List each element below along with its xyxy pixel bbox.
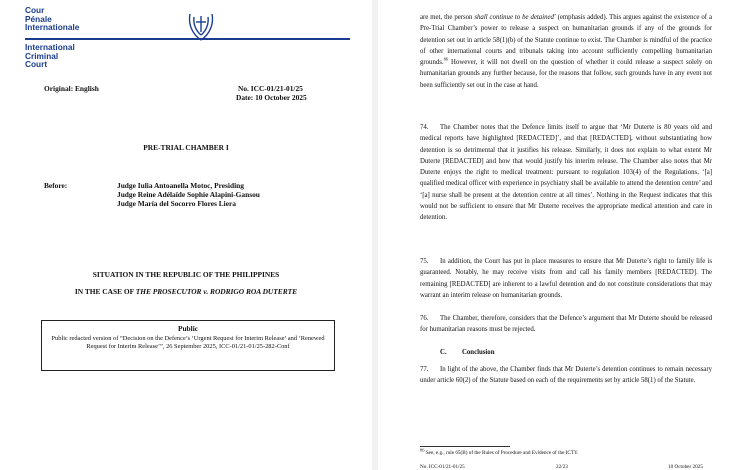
before-label: Before: (44, 181, 68, 190)
logo-en-line-3: Court (25, 59, 48, 70)
footnote-number: 86 (420, 447, 425, 453)
paragraph-75-number: 75. (420, 258, 429, 265)
logo-fr-line-1: Cour (25, 5, 45, 15)
section-number: C. (440, 349, 447, 356)
cover-page (0, 0, 372, 470)
section-title: Conclusion (462, 349, 495, 356)
paragraph-74-text: The Chamber notes that the Defence limits itself to argue that ‘Mr Duterte is 80 years old and medical reports have highlighted [REDACTED]’, and that [REDACTED], without substantiating how detention is so detrimental that it justifies his release. Similarly, it does not explain to what extent Mr Duterte [REDACTED] and how that would justify his interim release. The Chamber also notes that Mr Duterte enjoys the right to medical treatment: pursuant to regulation 103(4) of the Regulations, ‘[a] qualified medical officer with experience in psychiatry shall be available to attend the detention centre’ and ‘[a] nurse shall be present at the detention centre at all times’. Nothing in the Request indicates that this would not be sufficient to ensure that Mr Duterte receives the appropriate medical attention and care in detention. (420, 124, 712, 222)
section-heading (440, 347, 640, 358)
public-label: Public (177, 324, 199, 333)
logo-en-line-2: Criminal (25, 50, 59, 61)
judge-third: Judge María del Socorro Flores Liera (117, 199, 236, 208)
intro-part-a: are met, the person (420, 14, 475, 21)
case-prefix: IN THE CASE OF (74, 287, 134, 296)
logo-fr-line-3: Internationale (25, 22, 80, 33)
public-description: Public redacted version of “Decision on the Defence’s ‘Urgent Request for Interim Release’ and ‘Renewed Request for Interim Release’”, 26 September 2025, ICC-01/21-01/25-282-Conf (51, 335, 325, 351)
original-language: Original: English (44, 84, 99, 93)
paragraph-73-continued (420, 12, 712, 91)
footnote-separator (420, 446, 510, 447)
footnote-ref-86[interactable]: 86 (443, 56, 449, 62)
footer-document-number: No. ICC-01/21-01/25 (420, 464, 465, 470)
paragraph-76 (420, 313, 712, 336)
paragraph-76-number: 76. (420, 315, 429, 322)
paragraph-77 (420, 364, 712, 387)
paragraph-75 (420, 256, 712, 301)
document-date: Date: 10 October 2025 (236, 93, 307, 102)
paragraph-74 (420, 122, 712, 224)
paragraph-77-text: In light of the above, the Chamber finds that Mr Duterte’s detention continues to remain necessary under article 60(2) of the Statute based on each of the requirements set by article 58(1) of the Statute. (420, 366, 712, 385)
logo-en-line-1: International (25, 42, 75, 52)
logo-english-name (25, 43, 75, 69)
paragraph-76-text: The Chamber, therefore, considers that the Defence’s argument that Mr Duterte should be released for humanitarian reasons must be rejected. (420, 315, 712, 334)
case-name: THE PROSECUTOR v. RODRIGO ROA DUTERTE (135, 287, 298, 296)
footnote-86 (420, 447, 579, 457)
footer-page-number: 22/23 (556, 464, 568, 470)
intro-emphasis: shall continue to be detained (474, 14, 554, 21)
paragraph-77-number: 77. (420, 366, 429, 373)
icc-logo (25, 5, 355, 71)
logo-rule (25, 38, 350, 40)
decision-page (378, 0, 750, 470)
footnote-text: See, e.g., rule 65(B) of the Rules of Procedure and Evidence of the ICTY. (424, 450, 579, 456)
document-number: No. ICC-01/21-01/25 (238, 84, 303, 93)
public-redacted-box (41, 320, 335, 371)
judge-second: Judge Reine Adélaïde Sophie Alapini-Gansou (117, 190, 260, 199)
paragraph-74-number: 74. (420, 124, 429, 131)
judge-presiding: Judge Iulia Antoanella Motoc, Presiding (117, 181, 244, 190)
logo-fr-line-2: Pénale (25, 13, 52, 24)
paragraph-75-text: In addition, the Court has put in place measures to ensure that Mr Duterte’s right to family life is guaranteed. Notably, he may receive visits from and call his family members [REDACTED]. The remaining [REDACTED] are inherent to a lawful detention and do not constitute considerations that may warrant an interim release on humanitarian grounds. (420, 258, 712, 299)
situation-title: SITUATION IN THE REPUBLIC OF THE PHILIPPINES (92, 270, 280, 279)
chamber-title: PRE-TRIAL CHAMBER I (143, 143, 229, 152)
case-title (0, 287, 372, 296)
logo-french-name (25, 6, 79, 32)
intro-part-b: ’ (emphasis added). This argues against the existence of a Pre-Trial Chamber’s power to release a suspect on humanitarian grounds if any of the grounds for detention set out in article 58(1)(b) of the Statute continue to exist. The Chamber is mindful of the practice of other international courts and tribunals taking into account sufficiently compelling humanitarian grounds. (420, 14, 712, 67)
footer-date: 10 October 2025 (668, 464, 703, 470)
intro-part-c: However, it will not dwell on the question of whether it could release a suspect solely on humanitarian grounds any further because, for the reasons that follow, such grounds have in any event not been sufficiently set out in the case at hand. (420, 59, 712, 89)
judges-list (117, 181, 260, 208)
